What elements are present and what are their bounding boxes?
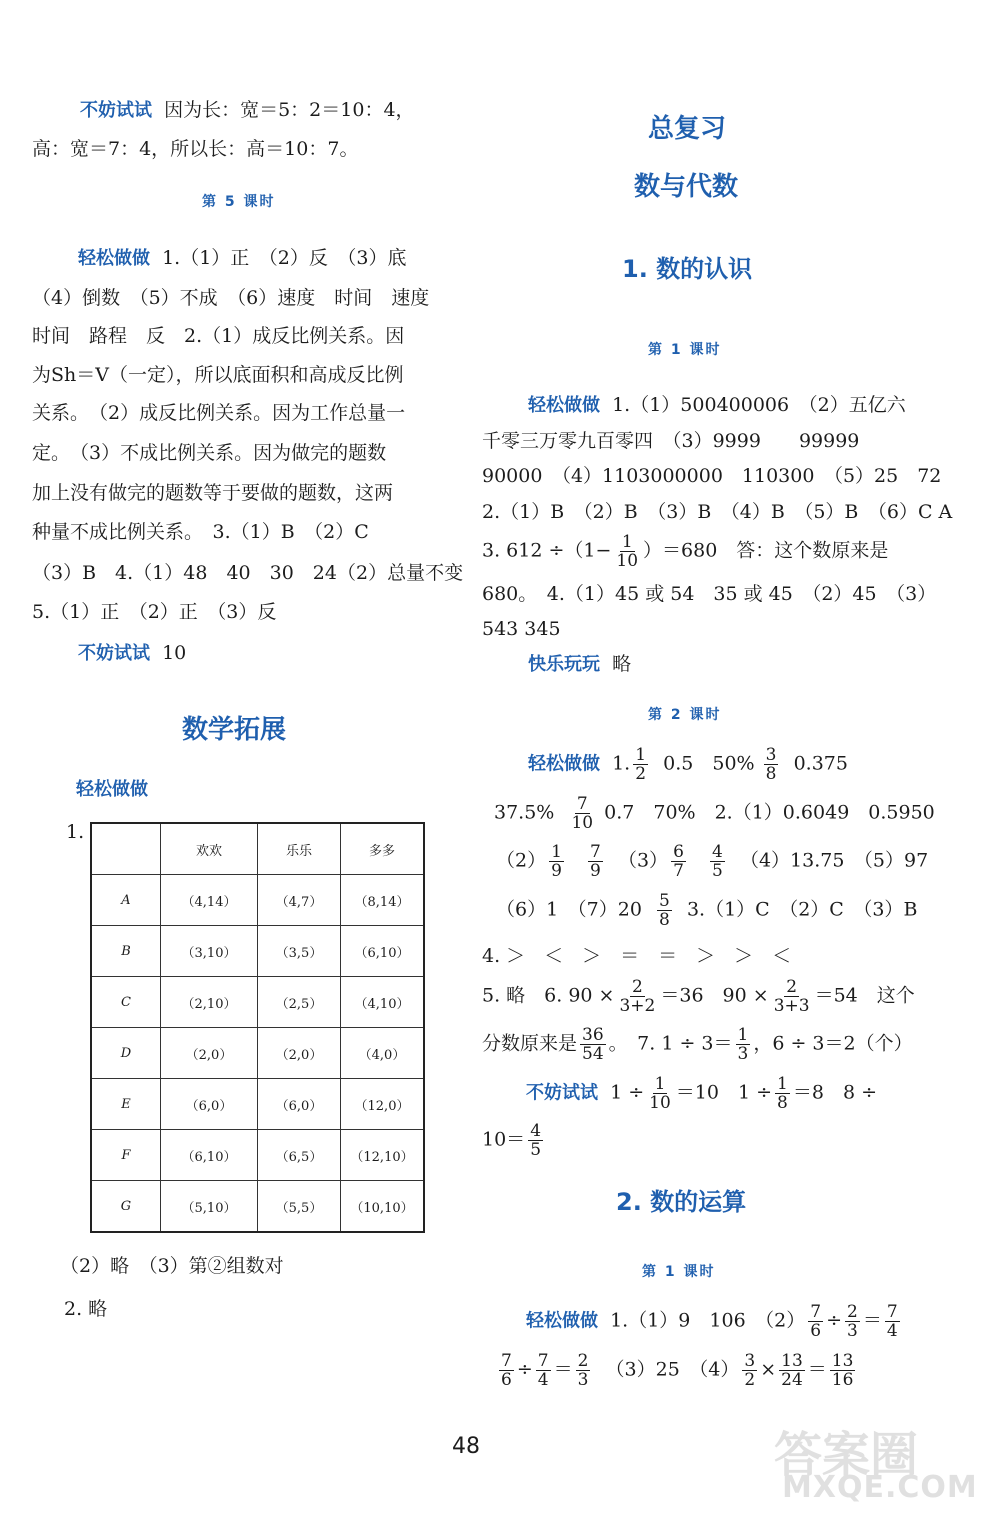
watermark-logo: [774, 1416, 984, 1508]
easy-line-2: （4）倒数 （5）不成 （6）速度 时间 速度: [32, 287, 430, 309]
review-title: 总复习: [648, 114, 727, 144]
table-cell: （4,14）: [161, 875, 258, 926]
r-line-4: 2.（1）B （2）B （3）B （4）B （5）B （6）C A: [482, 501, 953, 523]
table-row-label: D: [91, 1028, 161, 1079]
table-row-label: A: [91, 875, 161, 926]
table-header-cell: 欢欢: [161, 823, 258, 875]
table-cell: （10,10）: [341, 1181, 425, 1233]
table-row-label: F: [91, 1130, 161, 1181]
s-line-1: 轻松做做 1. $\frac{1}{2}$ 0.5 50% $\frac{3}{8}$ 0.375: [528, 745, 848, 784]
table-row-label: E: [91, 1079, 161, 1130]
fraction: $\frac{2}{3}$: [577, 1351, 589, 1390]
table-cell: （3,5）: [258, 926, 341, 977]
play-line: 快乐玩玩 略: [528, 653, 632, 675]
table-row-label: C: [91, 977, 161, 1028]
table-cell: （12,10）: [341, 1130, 425, 1181]
question-2: 2. 略: [64, 1298, 108, 1320]
table-cell: （5,10）: [161, 1181, 258, 1233]
fraction: $\frac{4}{5}$: [712, 842, 723, 881]
table-cell: （12,0）: [341, 1079, 425, 1130]
review-subtitle: 数与代数: [634, 172, 739, 202]
r-line-2: 千零三万零九百零四 （3）9999 99999: [482, 430, 860, 452]
table-cell: （6,5）: [258, 1130, 341, 1181]
easy-line-3: 时间 路程 反 2.（1）成反比例关系。因: [32, 325, 405, 347]
section-number-recognition: 1. 数的认识: [622, 255, 753, 283]
fraction: $\frac{3}{2}$: [744, 1351, 756, 1390]
fraction: $\frac{1}{3}$: [737, 1025, 749, 1064]
fraction: $\frac{2}{3+2}$: [619, 977, 656, 1016]
table-cell: （4,7）: [258, 875, 341, 926]
table-cell: （6,0）: [161, 1079, 258, 1130]
try-it-answer: 不妨试试 10: [78, 642, 187, 664]
fraction: $\frac{7}{10}$: [571, 794, 594, 833]
table-cell: （2,5）: [258, 977, 341, 1028]
s-line-5: 4. ＞ ＜ ＞ ＝ ＝ ＞ ＞ ＜: [482, 945, 792, 967]
s-line-3: （2） $\frac{1}{9}$ $\frac{7}{9}$ （3） $\frac{6}{7}$ $\frac{4}{5}$ （4）13.75 （5）97: [496, 842, 929, 881]
extension-easy-label: 轻松做做: [76, 779, 148, 800]
fraction: $\frac{1}{9}$: [551, 842, 562, 881]
table-header-cell: 多多: [341, 823, 425, 875]
fraction: $\frac{36}{54}$: [582, 1025, 604, 1064]
table-cell: （3,10）: [161, 926, 258, 977]
easy-line-6: 定。 （3）不成比例关系。因为做完的题数: [32, 442, 387, 464]
table-row: [91, 926, 424, 977]
fraction: $\frac{7}{4}$: [886, 1302, 898, 1341]
easy-line-4: 为Sh＝V（一定），所以底面积和高成反比例: [32, 364, 404, 386]
r-line-1: 轻松做做 1.（1）500400006 （2）五亿六: [528, 394, 906, 416]
watermark-url: MXQE.COM: [782, 1470, 978, 1505]
table-cell: （8,14）: [341, 875, 425, 926]
easy-line-8: 种量不成比例关系。 3.（1）B （2）C: [32, 521, 369, 543]
table-row: [91, 1181, 424, 1233]
fraction: $\frac{7}{6}$: [810, 1302, 822, 1341]
fraction: $\frac{2}{3+3}$: [773, 977, 810, 1016]
table-cell: （4,0）: [341, 1028, 425, 1079]
lesson-heading: 第 1 课时: [648, 342, 722, 358]
lesson-heading: 第 1 课时: [642, 1264, 716, 1280]
table-cell: （6,0）: [258, 1079, 341, 1130]
table-cell: （2,10）: [161, 977, 258, 1028]
section-number-operations: 2. 数的运算: [616, 1188, 747, 1216]
table-cell: （2,0）: [161, 1028, 258, 1079]
table-row-label: B: [91, 926, 161, 977]
s-line-6: 5. 略 6. 90 × $\frac{2}{3+2}$ ＝36 90 × $\frac{2}{3+3}$ ＝54 这个: [482, 977, 915, 1016]
lesson-heading: 第 5 课时: [202, 194, 276, 210]
try-it-line-1: 不妨试试 因为长：宽＝5：2＝10：4，: [80, 99, 415, 121]
table-cell: （4,10）: [341, 977, 425, 1028]
easy-line-5: 关系。 （2）成反比例关系。因为工作总量一: [32, 402, 406, 424]
easy-line-10: 5.（1）正 （2）正 （3）反: [32, 601, 277, 623]
fraction: $\frac{1}{8}$: [777, 1074, 788, 1113]
table-row: [91, 1079, 424, 1130]
fraction: $\frac{1}{2}$: [635, 745, 647, 784]
easy-line-9: （3）B 4.（1）48 40 30 24（2）总量不变: [32, 562, 464, 584]
table-cell: （2,0）: [258, 1028, 341, 1079]
fraction: $\frac{1}{10}$: [616, 532, 639, 571]
table-row: [91, 875, 424, 926]
table-header-cell: [91, 823, 161, 875]
question-1-label: 1.: [66, 821, 85, 843]
fraction: $\frac{7}{9}$: [590, 842, 601, 881]
table-cell: （6,10）: [341, 926, 425, 977]
fraction: $\frac{13}{24}$: [781, 1351, 803, 1390]
try-it-line-2: 高：宽＝7：4，所以长：高＝10：7。: [32, 138, 359, 160]
u-line-2: $\frac{7}{6}$ ÷ $\frac{7}{4}$ ＝ $\frac{2}{3}$ （3）25 （4） $\frac{3}{2}$ × $\frac{13}{24}$ ＝ $\frac{13}{16}$: [501, 1351, 854, 1390]
try-line-2: 10＝ $\frac{4}{5}$: [482, 1121, 542, 1160]
question-1-tail: （2）略 （3）第②组数对: [60, 1255, 284, 1277]
s-line-4: （6）1 （7）20 $\frac{5}{8}$ 3.（1）C （2）C （3）B: [496, 891, 918, 930]
table-row: [91, 1130, 424, 1181]
fraction: $\frac{7}{4}$: [537, 1351, 549, 1390]
fraction: $\frac{7}{6}$: [501, 1351, 512, 1390]
r-line-5: 3. 612 ÷（1− $\frac{1}{10}$ ）＝680 答：这个数原来是: [482, 532, 889, 571]
watermark-text: 答案圈: [774, 1427, 919, 1483]
fraction: $\frac{5}{8}$: [659, 891, 670, 930]
table-row-label: G: [91, 1181, 161, 1233]
table-cell: （5,5）: [258, 1181, 341, 1233]
table-header-cell: 乐乐: [258, 823, 341, 875]
r-line-6: 680。 4.（1）45 或 54 35 或 45 （2）45 （3）: [482, 583, 937, 605]
table-cell: （6,10）: [161, 1130, 258, 1181]
fraction: $\frac{3}{8}$: [765, 745, 777, 784]
table-row: [91, 1028, 424, 1079]
s-line-2: 37.5% $\frac{7}{10}$ 0.7 70% 2.（1）0.6049 0.5950: [494, 794, 935, 833]
easy-line-1: 轻松做做 1.（1）正 （2）反 （3）底: [78, 247, 407, 269]
fraction: $\frac{4}{5}$: [530, 1121, 542, 1160]
page-number: 48: [452, 1434, 480, 1459]
fraction: $\frac{2}{3}$: [847, 1302, 858, 1341]
fraction: $\frac{1}{10}$: [649, 1074, 671, 1113]
coordinate-table: [90, 822, 425, 1233]
r-line-7: 543 345: [482, 618, 561, 640]
table-row: [91, 977, 424, 1028]
try-line-1: 不妨试试 1 ÷ $\frac{1}{10}$ ＝10 1 ÷ $\frac{1}{8}$ ＝8 8 ÷: [526, 1074, 877, 1113]
s-line-7: 分数原来是 $\frac{36}{54}$ 。 7. 1 ÷ 3＝ $\frac{1}{3}$ ，6 ÷ 3＝2（个）: [482, 1025, 913, 1064]
u-line-1: 轻松做做 1.（1）9 106 （2） $\frac{7}{6}$ ÷ $\frac{2}{3}$ ＝ $\frac{7}{4}$: [526, 1302, 898, 1341]
table-header-row: [91, 823, 424, 875]
fraction: $\frac{6}{7}$: [673, 842, 684, 881]
r-line-3: 90000 （4）1103000000 110300 （5）25 72: [482, 465, 942, 487]
section-title-extension: 数学拓展: [182, 715, 287, 745]
fraction: $\frac{13}{16}$: [831, 1351, 854, 1390]
easy-line-7: 加上没有做完的题数等于要做的题数，这两: [32, 482, 394, 504]
lesson-heading: 第 2 课时: [648, 707, 722, 723]
